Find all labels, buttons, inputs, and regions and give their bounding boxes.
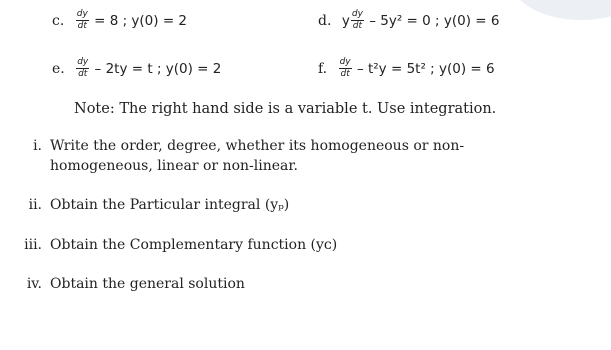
task-i bbox=[20, 138, 464, 154]
task-ii-text: Obtain the Particular integral (yₚ) bbox=[50, 197, 290, 213]
task-i-text-line1: Write the order, degree, whether its homogeneous or non- bbox=[50, 138, 465, 154]
problem-c bbox=[52, 10, 187, 31]
task-i-continued bbox=[50, 158, 298, 174]
problem-d-equation: – 5y² = 0 ; y(0) = 6 bbox=[369, 12, 500, 29]
problem-c-label: c. bbox=[52, 12, 65, 29]
task-iii-text: Obtain the Complementary function (yᴄ) bbox=[50, 237, 338, 253]
task-iii-label: iii. bbox=[24, 237, 42, 253]
task-iv bbox=[20, 276, 245, 292]
problem-f-label: f. bbox=[318, 60, 328, 77]
task-ii bbox=[20, 197, 289, 213]
derivative-fraction: $\frac{dy}{dt}$ bbox=[351, 9, 363, 31]
note-text: Note: The right hand side is a variable t. Use integration. bbox=[74, 101, 497, 117]
task-iv-text: Obtain the general solution bbox=[50, 276, 245, 292]
derivative-fraction: $\frac{dy}{dt}$ bbox=[77, 57, 89, 79]
problem-f-equation: – t²y = 5t² ; y(0) = 6 bbox=[356, 60, 495, 77]
derivative-fraction: $\frac{dy}{dt}$ bbox=[76, 9, 88, 31]
problem-e bbox=[52, 58, 221, 79]
task-iv-label: iv. bbox=[26, 276, 42, 292]
problem-d-prefix: y bbox=[341, 12, 350, 29]
task-ii-label: ii. bbox=[28, 197, 42, 213]
problem-d-label: d. bbox=[318, 12, 332, 29]
task-iii bbox=[20, 237, 337, 253]
problem-e-equation: – 2ty = t ; y(0) = 2 bbox=[94, 60, 222, 77]
problem-f bbox=[318, 58, 495, 79]
problem-e-label: e. bbox=[52, 60, 65, 77]
problem-d bbox=[318, 10, 499, 31]
task-i-text-line2: homogeneous, linear or non-linear. bbox=[50, 158, 298, 174]
problem-c-equation: = 8 ; y(0) = 2 bbox=[94, 12, 188, 29]
decorative-corner-shape bbox=[511, 0, 611, 20]
task-i-label: i. bbox=[33, 138, 42, 154]
derivative-fraction: $\frac{dy}{dt}$ bbox=[339, 57, 351, 79]
